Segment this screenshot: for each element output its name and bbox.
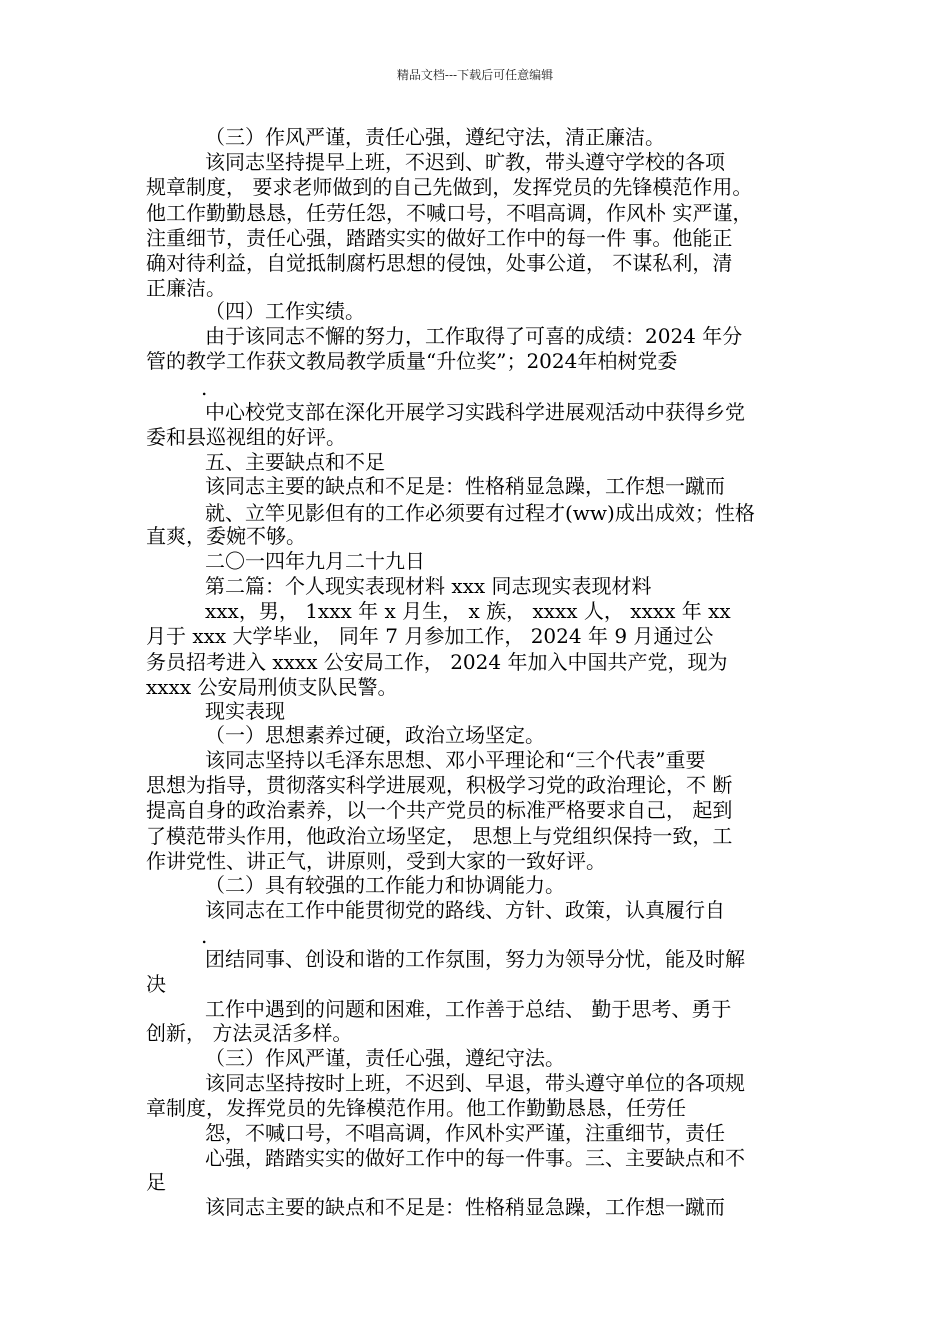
text-line: 创新， 方法灵活多样。 (146, 1021, 353, 1045)
text-line: （三）作风严谨，责任心强，遵纪守法，清正廉洁。 (205, 125, 665, 149)
text-line: 该同志主要的缺点和不足是：性格稍显急躁，工作想一蹴而 (205, 1195, 725, 1219)
text-line: 该同志坚持以毛泽东思想、邓小平理论和“三个代表”重要 (205, 748, 706, 772)
text-line: 五、主要缺点和不足 (205, 450, 385, 474)
text-line: （一）思想素养过硬，政治立场坚定。 (205, 723, 545, 747)
page-header: 精品文档---下载后可任意编辑 (396, 68, 554, 82)
text-line: 中心校党支部在深化开展学习实践科学进展观活动中获得乡党 (205, 400, 745, 424)
stray-dot: . (201, 924, 208, 948)
text-line: 委和县巡视组的好评。 (146, 425, 346, 449)
text-line: 心强，踏踏实实的做好工作中的每一件事。三、主要缺点和不 (205, 1146, 745, 1170)
text-line: 他工作勤勤恳恳，任劳任怨，不喊口号，不唱高调，作风朴 实严谨， (146, 201, 753, 225)
text-line: 现实表现 (205, 699, 285, 723)
text-line: 团结同事、创设和谐的工作氛围，努力为领导分忧，能及时解 (205, 947, 745, 971)
text-line: 注重细节，责任心强，踏踏实实的做好工作中的每一件 事。他能正 (146, 226, 733, 250)
text-line: 正廉洁。 (146, 276, 226, 300)
text-line: 提高自身的政治素养，以一个共产党员的标准严格要求自己， 起到 (146, 798, 733, 822)
text-line: 决 (146, 972, 166, 996)
text-line: 该同志坚持按时上班，不迟到、早退，带头遵守单位的各项规 (205, 1071, 745, 1095)
text-line: （三）作风严谨，责任心强，遵纪守法。 (205, 1046, 565, 1070)
text-line: 第二篇：个人现实表现材料 xxx 同志现实表现材料 (205, 574, 652, 598)
text-line: 规章制度， 要求老师做到的自己先做到，发挥党员的先锋模范作用。 (146, 175, 753, 199)
text-line: 直爽，委婉不够。 (146, 524, 306, 548)
text-line: 了模范带头作用，他政治立场坚定， 思想上与党组织保持一致，工 (146, 824, 733, 848)
text-line: 工作中遇到的问题和困难，工作善于总结、 勤于思考、勇于 (205, 997, 732, 1021)
stray-dot: . (201, 376, 208, 400)
text-line: 该同志在工作中能贯彻党的路线、方针、政策，认真履行自 (205, 898, 725, 922)
text-line: 月于 xxx 大学毕业， 同年 7 月参加工作， 2024 年 9 月通过公 (146, 624, 714, 648)
text-line: 务员招考进入 xxxx 公安局工作， 2024 年加入中国共产党，现为 (146, 650, 728, 674)
text-line: 怨，不喊口号，不唱高调，作风朴实严谨，注重细节，责任 (205, 1121, 725, 1145)
text-line: 由于该同志不懈的努力，工作取得了可喜的成绩：2024 年分 (205, 324, 743, 348)
text-line: 管的教学工作获文教局教学质量“升位奖”；2024年柏树党委 (146, 349, 678, 373)
text-line: 章制度，发挥党员的先锋模范作用。他工作勤勤恳恳，任劳任 (146, 1096, 686, 1120)
text-line: （二）具有较强的工作能力和协调能力。 (205, 873, 565, 897)
text-line: 该同志坚持提早上班，不迟到、旷教，带头遵守学校的各项 (205, 150, 725, 174)
text-line: 二〇一四年九月二十九日 (205, 549, 425, 573)
text-line: 该同志主要的缺点和不足是：性格稍显急躁，工作想一蹴而 (205, 474, 725, 498)
text-line: xxx，男， 1xxx 年 x 月生， x 族， xxxx 人， xxxx 年 xx (205, 599, 731, 623)
text-line: xxxx 公安局刑侦支队民警。 (146, 675, 398, 699)
text-line: 就、立竿见影但有的工作必须要有过程才(ww)成出成效；性格 (205, 501, 755, 525)
text-line: 确对待利益，自觉抵制腐朽思想的侵蚀，处事公道， 不谋私利，清 (146, 251, 733, 275)
text-line: 足 (146, 1170, 166, 1194)
text-line: 思想为指导，贯彻落实科学进展观，积极学习党的政治理论，不 断 (146, 773, 733, 797)
text-line: （四）工作实绩。 (205, 299, 365, 323)
text-line: 作讲党性、讲正气，讲原则，受到大家的一致好评。 (146, 849, 606, 873)
